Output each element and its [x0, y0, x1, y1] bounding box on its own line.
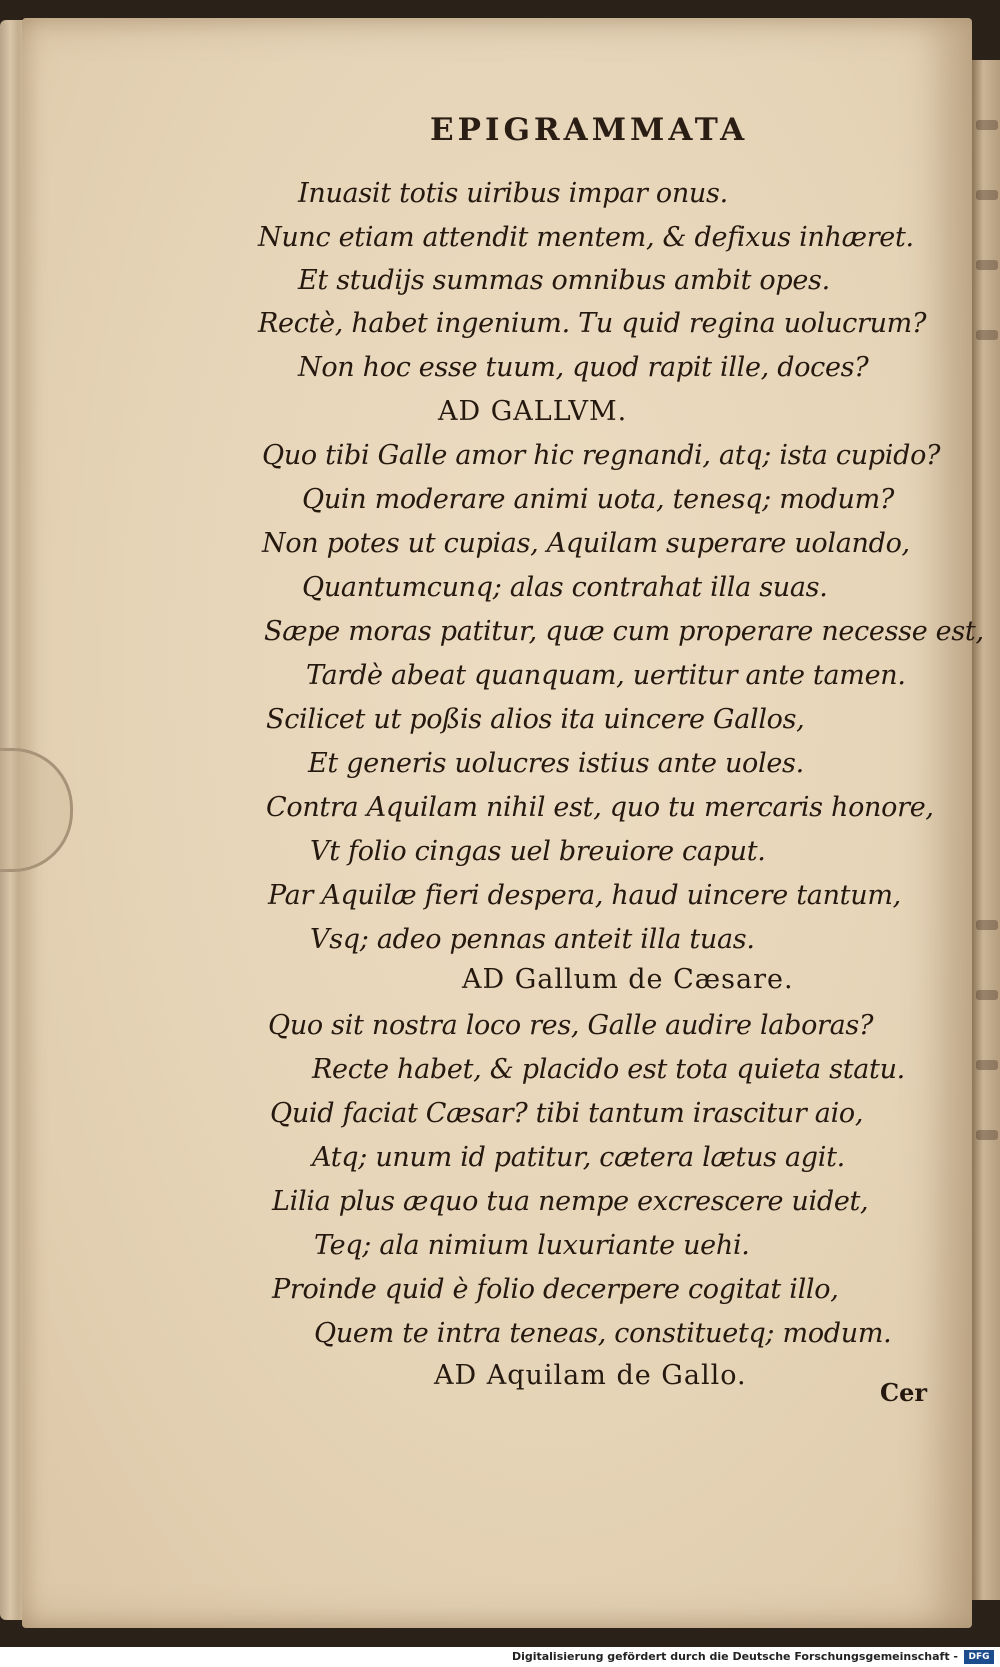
verse-line: Par Aquilæ fieri despera, haud uincere tantum,: [268, 880, 901, 911]
verse-line: Quo sit nostra loco res, Galle audire laboras?: [268, 1010, 874, 1041]
verse-line: Contra Aquilam nihil est, quo tu mercaris honore,: [266, 792, 934, 823]
verse-line: Quin moderare animi uota, tenesq; modum?: [302, 484, 895, 515]
funding-credit: Digitalisierung gefördert durch die Deutsche Forschungsgemeinschaft -: [511, 1650, 958, 1663]
verse-line: Vt folio cingas uel breuiore caput.: [310, 836, 766, 867]
verse-line: Vsq; adeo pennas anteit illa tuas.: [310, 924, 755, 955]
verse-line: Quo tibi Galle amor hic regnandi, atq; ista cupido?: [262, 440, 941, 471]
digitization-footer: [0, 1647, 1000, 1667]
running-header: EPIGRAMMATA: [430, 112, 749, 148]
epigram-title: AD GALLVM.: [438, 396, 628, 427]
verse-line: Tardè abeat quanquam, uertitur ante tamen.: [306, 660, 906, 691]
verse-line: Quem te intra teneas, constituetq; modum.: [314, 1318, 892, 1349]
verse-line: Et studijs summas omnibus ambit opes.: [298, 265, 830, 296]
show-through-mark: [976, 260, 998, 270]
epigram-title: AD Gallum de Cæsare.: [462, 964, 794, 995]
verse-line: Recte habet, & placido est tota quieta statu.: [312, 1054, 905, 1085]
verse-line: Nunc etiam attendit mentem, & defixus inhæret.: [258, 222, 914, 253]
verse-line: Scilicet ut poßis alios ita uincere Gallos,: [266, 704, 805, 735]
verse-line: Proinde quid è folio decerpere cogitat illo,: [272, 1274, 839, 1305]
verse-line: Lilia plus æquo tua nempe excrescere uidet,: [272, 1186, 869, 1217]
catchword: Cer: [880, 1378, 928, 1407]
show-through-mark: [976, 990, 998, 1000]
verse-line: Teq; ala nimium luxuriante uehi.: [314, 1230, 750, 1261]
show-through-mark: [976, 190, 998, 200]
verse-line: Inuasit totis uiribus impar onus.: [298, 178, 728, 209]
verse-line: Et generis uolucres istius ante uoles.: [308, 748, 804, 779]
show-through-mark: [976, 1060, 998, 1070]
show-through-mark: [976, 330, 998, 340]
verse-line: Non hoc esse tuum, quod rapit ille, doces?: [298, 352, 869, 383]
epigram-title: AD Aquilam de Gallo.: [434, 1360, 747, 1391]
show-through-mark: [976, 920, 998, 930]
facing-page-edge: [972, 60, 1000, 1600]
show-through-mark: [976, 1130, 998, 1140]
verse-line: Non potes ut cupias, Aquilam superare uolando,: [262, 528, 910, 559]
verse-line: Quid faciat Cæsar? tibi tantum irascitur aio,: [270, 1098, 864, 1129]
verse-line: Sæpe moras patitur, quæ cum properare necesse est,: [264, 616, 984, 647]
show-through-mark: [976, 120, 998, 130]
verse-line: Atq; unum id patitur, cætera lætus agit.: [312, 1142, 845, 1173]
dfg-logo: DFG: [964, 1650, 994, 1664]
verse-line: Quantumcunq; alas contrahat illa suas.: [302, 572, 828, 603]
verse-line: Rectè, habet ingenium. Tu quid regina uolucrum?: [258, 308, 927, 339]
